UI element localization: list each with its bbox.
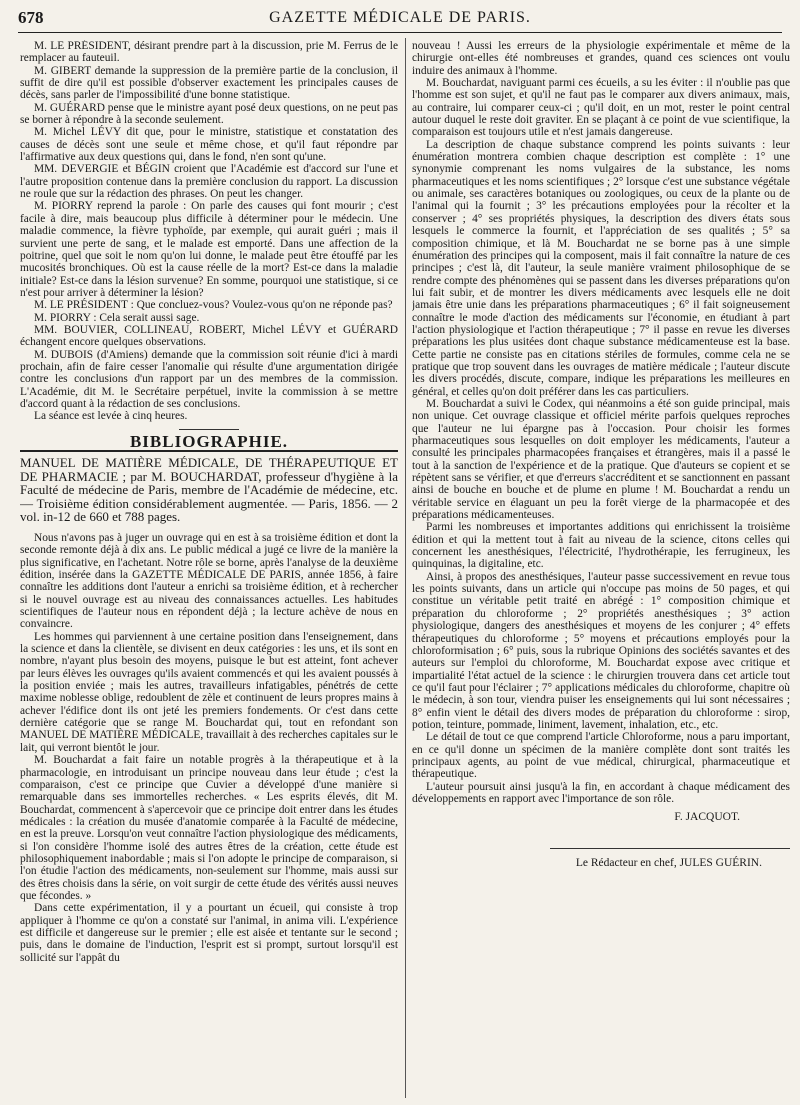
paragraph: L'auteur poursuit ainsi jusqu'à la fin, en accordant à chaque médicament des développements en rapport avec l'importance de son rôle. <box>412 780 790 805</box>
right-column <box>412 40 790 1100</box>
paragraph: Le détail de tout ce que comprend l'article Chloroforme, nous a paru important, en ce qu'il donne un spécimen de la manière complète dont sont traités les principaux agents, au point de vue médical, chirurgical, pharmaceutique et thérapeutique. <box>412 731 790 781</box>
paragraph: La séance est levée à cinq heures. <box>34 410 188 423</box>
paragraph: M. PIORRY reprend la parole : On parle des causes qui font mourir ; c'est facile à dire, mais beaucoup plus difficile à déterminer pour le médecin. Une maladie commence, la fièvre typhoïde, par exemple, qui aurait guéri ; mais il survient une perte de sang, et le malade est emporté. Dans une affection de la poitrine, quel que soit le nom qu'on lui donne, le malade peut être étouffé par les mucosités bronchiques. Où est la cause réelle de la mort? Est-ce dans la maladie initiale? Est-ce dans la lésion survenue? En somme, pourquoi une statistique, si ce n'est pour arriver à déterminer la lésion? <box>20 200 398 299</box>
paragraph: nouveau ! Aussi les erreurs de la physiologie expérimentale et même de la chirurgie ont-elles été nombreuses et grandes, quand ces sciences ont voulu induire des animaux à l'homme. <box>412 40 790 77</box>
paragraph: M. LE PRÉSIDENT : Que concluez-vous? Voulez-vous qu'on ne réponde pas? <box>34 299 393 312</box>
paragraph: M. Bouchardat a fait faire un notable progrès à la thérapeutique et à la pharmacologie, en introduisant un principe nouveau dans leur étude ; c'est la comparaison, c'est ce principe que Cuvier a développé d'une manière si remarquable dans ses immortelles recherches. « Les esprits élevés, dit M. Bouchardat, commencent à s'apercevoir que ce principe doit entrer dans les études médicales : la création du musée d'anatomie comparée à la Faculté de médecine, en est la preuve. Lorsqu'on veut connaître l'action physiologique des médicaments, si l'on considère l'homme isolé des autres êtres de la création, cette étude est philosophiquement inabordable ; mais si l'on adopte le principe de comparaison, si l'on étudie l'action des médicaments, non-seulement sur l'homme, mais aussi sur des êtres choisis dans la série, on voit surgir de cette étude des vérités aussi neuves que fécondes. » <box>20 754 398 902</box>
paragraph: M. DUBOIS (d'Amiens) demande que la commission soit réunie d'ici à mardi prochain, afin de faire cesser l'anomalie qui résulte d'une argumentation dirigée contre les conclusions d'un rapport par un des membres de la commission. L'Académie, dit M. le Secrétaire perpétuel, invite la commission à se mettre d'accord quant à la rédaction de ses conclusions. <box>20 348 398 410</box>
paragraph: MM. BOUVIER, COLLINEAU, ROBERT, Michel LÉVY et GUÉRARD échangent encore quelques observations. <box>20 323 398 349</box>
paragraph: M. PIORRY : Cela serait aussi sage. <box>34 311 200 324</box>
section-heading: BIBLIOGRAPHIE. <box>20 436 398 452</box>
paragraph: M. Bouchardat a suivi le Codex, qui néanmoins a été son guide principal, mais non unique. Cet ouvrage classique et officiel mérite parfois quelques reproches que l'auteur ne lui épargne pas à l'occasion. Pour choisir les formes pharmaceutiques sous lesquelles on doit employer les médicaments, l'auteur a consulté les principales pharmacopées françaises et étrangères, mais il a passé le tout à la sanction de l'expérience et de la pratique. Que d'auteurs se copient et se répètent sans se vérifier, et que d'erreurs s'accréditent et se sanctionnent en passant ainsi de bouche en bouche et de plume en plume ! M. Bouchardat a rendu un véritable service en élaguant un peu la forêt vierge de la pharmacopée et des préparations médicamenteuses. <box>412 397 790 522</box>
page-header <box>18 6 782 33</box>
end-rule <box>550 848 790 849</box>
paragraph: Nous n'avons pas à juger un ouvrage qui en est à sa troisième édition et dont la seconde remonte déjà à dix ans. Le public médical a jugé ce livre de la manière la plus significative, en l'achetant. Notre rôle se borne, après l'analyse de la deuxième édition, insérée dans la GAZETTE MÉDICALE DE PARIS, année 1856, à faire connaître les additions dont l'auteur a enrichi sa troisième édition, et à rechercher si le nouvel ouvrage est au niveau des connaissances actuelles. Les habitudes scientifiques de l'auteur nous en répondent déjà ; la lecture achève de nous en convaincre. <box>20 531 398 631</box>
paragraph: M. GIBERT demande la suppression de la première partie de la conclusion, il suffit de dire qu'il est possible d'observer exactement les principales causes de décès, sans parler de l'impossibilité d'une bonne statistique. <box>20 64 398 102</box>
editor-line: Le Rédacteur en chef, JULES GUÉRIN. <box>575 856 762 869</box>
left-column <box>20 40 398 1100</box>
paragraph: M. Michel LÉVY dit que, pour le ministre, statistique et constatation des causes de décès sont une seule et même chose, et qu'il faut répondre par l'affirmative aux deux questions qui, dans le fond, n'en sont qu'une. <box>20 126 398 164</box>
paragraph: Dans cette expérimentation, il y a pourtant un écueil, qui consiste à trop appliquer à l'homme ce qu'on a constaté sur l'animal, in anima vili. L'expérience est difficile et dangereuse sur le premier ; elle est aisée et tentante sur le second ; puis, dans le domaine de l'induction, l'esprit est si prompt, surtout lorsqu'il est sollicité sur l'appât du <box>20 902 398 964</box>
journal-title: GAZETTE MÉDICALE DE PARIS. <box>269 9 531 26</box>
book-reference: MANUEL DE MATIÈRE MÉDICALE, DE THÉRAPEUTIQUE ET DE PHARMACIE ; par M. BOUCHARDAT, professeur d'hygiène à la Faculté de médecine de Paris, membre de l'Académie de médecine, etc. — Troisième édition considérablement augmentée. — Paris, 1856. — 2 vol. in-12 de 660 et 788 pages. <box>20 455 398 525</box>
page-number: 678 <box>18 8 44 27</box>
paragraph: M. GUÉRARD pense que le ministre ayant posé deux questions, on ne peut pas se borner à répondre à la seconde seulement. <box>20 101 398 127</box>
paragraph: La description de chaque substance comprend les points suivants : leur énumération montrera combien chaque description est complète : 1° une synonymie comprenant les noms vulgaires de la substance, les noms pharmaceutiques et les noms scientifiques ; 2° lorsque c'est une substance végétale ou animale, ses caractères botaniques ou zoologiques, ou ceux de la plante ou de l'animal qui la fournit ; 3° les précautions employées pour la récolter et la conserver ; 4° ses propriétés physiques, la description des divers états sous lesquels le commerce la fournit, et l'appréciation de ses qualités ; 5° sa composition chimique, et là M. Bouchardat ne se borne pas à une simple énumération des principes qui la composent, mais il fait connaître la nature de ces principes ; c'est là, dit l'auteur, la seule manière vraiment philosophique de se rendre compte des phénomènes qui se passent dans les diverses préparations qu'on lui fait subir, et de montrer les divers médicaments avec lesquels elle ne doit jamais être unie dans les préparations pharmaceutiques ; 6° il fait soigneusement connaître le mode d'action des médicaments sur l'économie, en étudiant à part l'action physiologique et l'action thérapeutique ; 7° il passe en revue les diverses préparations les plus usitées dont chaque substance médicamenteuse est la base. Cette partie ne consiste pas en citations stériles de formules, comme cela ne se pratique que trop souvent dans les ouvrages de matière médicale ; l'auteur discute les divers procédés, discute, compare, indique les préparations les meilleures en général, et celles qu'on doit préférer dans les cas particuliers. <box>412 138 790 398</box>
paragraph: Parmi les nombreuses et importantes additions qui enrichissent la troisième édition et qui la mettent tout à fait au niveau de la science, citons celles qui concernent les anesthésiques, l'électricité, l'hydrothérapie, les ferrugineux, les quinquinas, la digitaline, etc. <box>412 521 790 571</box>
paragraph: Ainsi, à propos des anesthésiques, l'auteur passe successivement en revue tous les points suivants, dans un article qui n'occupe pas moins de 50 pages, et qui constitue un véritable petit traité en abrégé : 1° composition chimique et préparation du chloroforme ; 2° propriétés anesthésiques ; 3° action physiologique, dangers des anesthésiques et moyens de les conjurer ; 4° effets thérapeutiques du chloroforme ; 5° moyens et précautions employés pour la chloroformisation ; 6° puis, sous la rubrique Opinions des sociétés savantes et des auteurs sur l'emploi du chloroforme, M. Bouchardat expose avec critique et impartialité l'état actuel de la science : le chirurgien trouvera dans cet article tout ce qu'il faut pour l'éclairer ; 7° applications médicales du chloroforme, chapitre où le médecin, à son tour, viendra puiser les enseignements qui lui sont nécessaires ; 8° enfin vient le détail des divers modes de préparation du chloroforme : sirop, potion, teinture, pommade, liniment, lavement, inhalation, etc., etc. <box>412 570 790 731</box>
paragraph: Les hommes qui parviennent à une certaine position dans l'enseignement, dans la science et dans la clientèle, se divisent en deux catégories : les uns, et ils sont en nombre, n'ayant plus besoin des moyens, puisque le but est atteint, font achever par leurs élèves les ouvrages qu'ils avaient commencés et qui les avaient poussés à la position enviée ; mais les autres, travailleurs infatigables, pénétrés de cette maxime noblesse oblige, redoublent de zèle et continuent de leurs propres mains à achever l'édifice dont ils ont jeté les premiers fondements. Or c'est dans cette dernière catégorie que se range M. Bouchardat qui, tout en refondant son MANUEL DE MATIÈRE MÉDICALE, travaillait à des recherches capitales sur le lait, qui verront bientôt le jour. <box>20 630 398 754</box>
section-rule <box>179 429 239 430</box>
paragraph: M. Bouchardat, naviguant parmi ces écueils, a su les éviter : il n'oublie pas que l'homme est son sujet, et qu'il ne faut pas le comparer aux divers animaux, mais, au contraire, lui comparer ceux-ci ; qu'il doit, en un mot, rester le point central autour duquel le reste doit graviter. En se plaçant à ce point de vue scientifique, la comparaison est toujours utile et n'est jamais dangereuse. <box>412 77 790 139</box>
paragraph: MM. DEVERGIE et BÉGIN croient que l'Académie est d'accord sur l'une et l'autre proposition contenue dans la première conclusion du rapport. La discussion ne roule que sur la rédaction des phrases. On peut les changer. <box>20 163 398 201</box>
column-divider <box>405 38 406 1098</box>
paragraph: M. LE PRÉSIDENT, désirant prendre part à la discussion, prie M. Ferrus de le remplacer au fauteuil. <box>20 40 398 65</box>
author-signature: F. JACQUOT. <box>674 811 740 824</box>
